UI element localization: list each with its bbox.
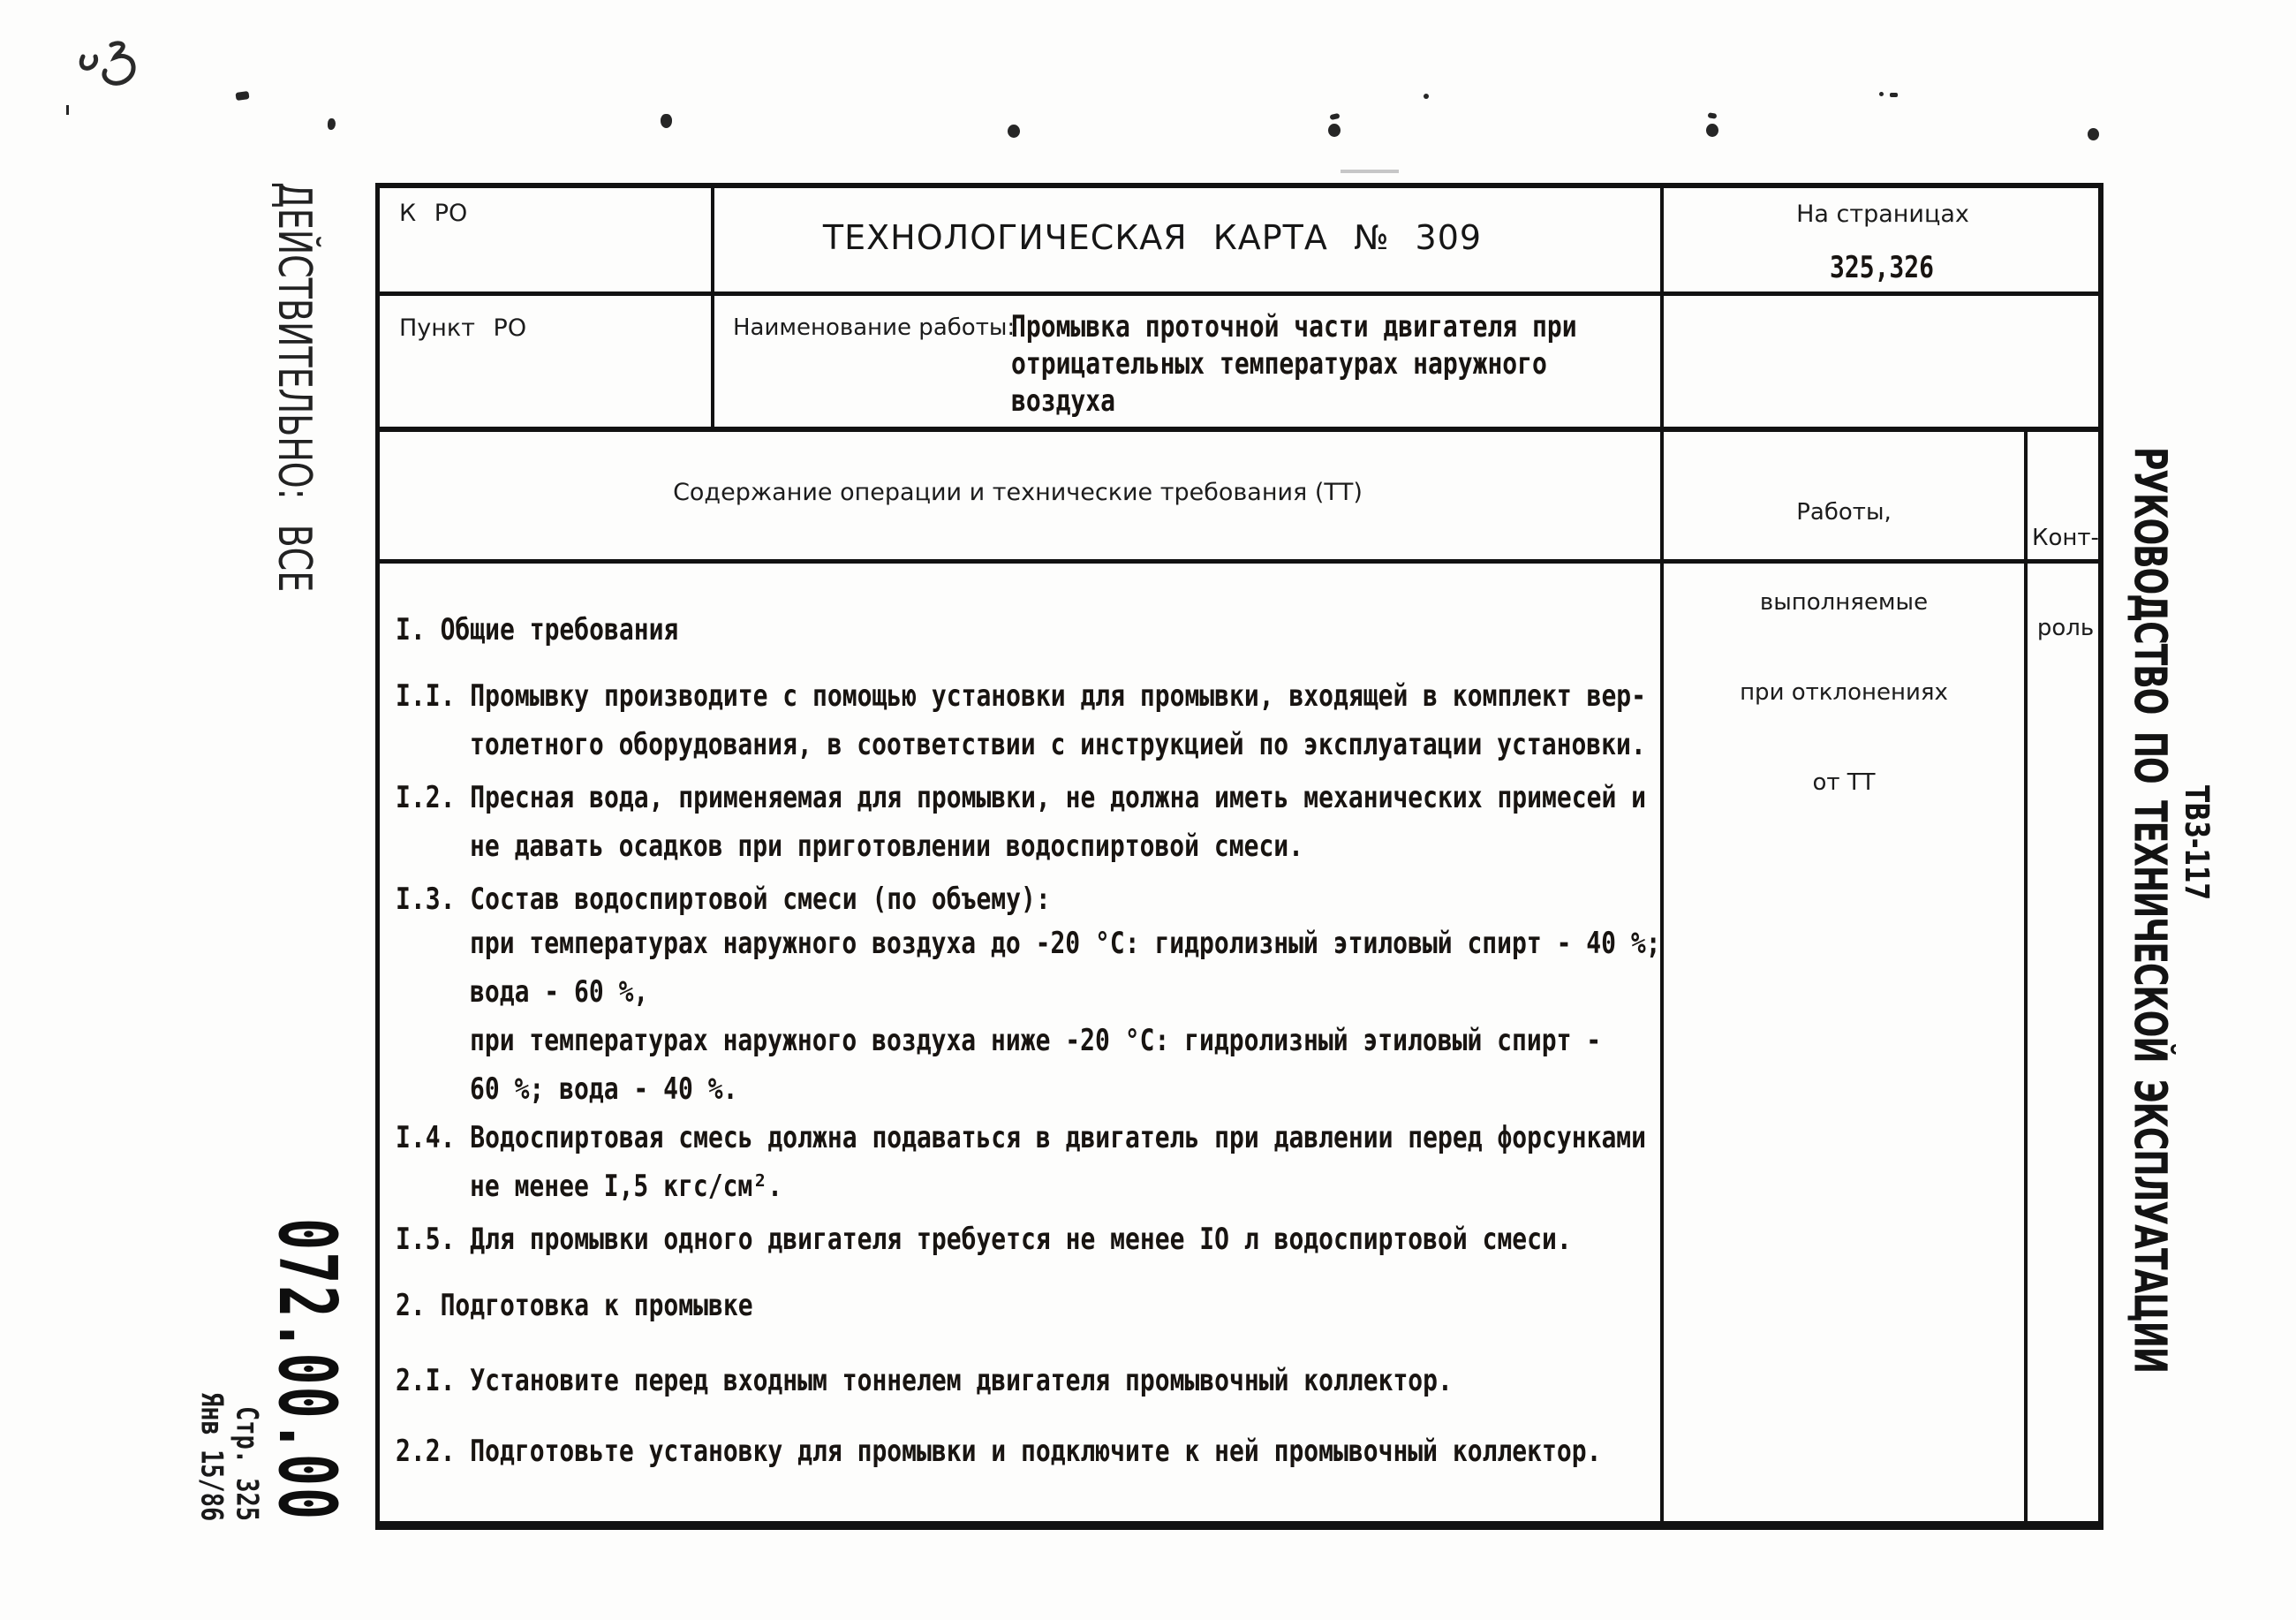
scan-artifact: [1424, 94, 1429, 99]
work-name-line-2: отрицательных температурах наружного: [1011, 345, 1547, 382]
body-line-1-4a: I.4. Водоспиртовая смесь должна подаваться в двигатель при давлении перед форсунками: [396, 1119, 1647, 1155]
body-line-1-3a: I.3. Состав водоспиртовой смеси (по объему):: [396, 881, 1051, 917]
doc-code-text: 072.00.00: [260, 1218, 353, 1522]
k-ro-label: К РО: [399, 200, 468, 227]
deviation-header-line-1: Работы,: [1796, 499, 1892, 526]
doc-code: [260, 1218, 353, 1522]
row-divider-2: [375, 427, 2103, 432]
body-line-1-2a: I.2. Пресная вода, применяемая для промывки, не должна иметь механических примесей и: [396, 779, 1647, 815]
body-line-1-3b: при температурах наружного воздуха до -20 °С: гидролизный этиловый спирт - 40 %;: [470, 925, 1661, 961]
revision-date-label: [193, 1392, 229, 1522]
engine-model-text: ТВ3-117: [2177, 785, 2217, 900]
deviation-header-line-2: выполняемые: [1759, 589, 1929, 616]
pages-value: 325,326: [1829, 249, 1934, 285]
body-line-section-2: 2. Подготовка к промывке: [396, 1287, 753, 1323]
scan-artifact: [1708, 112, 1718, 119]
manual-title-label: [2123, 447, 2175, 1374]
control-header-line-2: роль: [2036, 615, 2095, 641]
body-line-2-1: 2.I. Установите перед входным тоннелем двигателя промывочный коллектор.: [396, 1362, 1453, 1398]
scan-artifact: [661, 114, 672, 128]
scan-artifact: [1328, 124, 1341, 137]
deviation-header-line-3: при отклонениях: [1740, 679, 1948, 706]
scan-artifact: [2088, 128, 2099, 140]
control-header-line-1: Конт-: [2032, 525, 2099, 551]
scan-artifact: [235, 91, 249, 101]
body-line-1-3d: при температурах наружного воздуха ниже -20 °С: гидролизный этиловый спирт -: [470, 1022, 1602, 1058]
body-line-1-3c: вода - 60 %,: [470, 973, 649, 1010]
body-line-2-2: 2.2. Подготовьте установку для промывки и подключите к ней промывочный коллектор.: [396, 1433, 1602, 1469]
body-line-1-4b: не менее I,5 кгс/см².: [470, 1168, 783, 1204]
work-name-label: Наименование работы:: [733, 314, 1016, 341]
row-divider-1: [375, 291, 2103, 296]
work-name-line-1: Промывка проточной части двигателя при: [1011, 308, 1577, 344]
body-line-1-1b: толетного оборудования, в соответствии с инструкцией по эксплуатации установки.: [470, 726, 1646, 762]
content-column-header: Содержание операции и технические требования (ТТ): [673, 479, 1363, 506]
scan-artifact: [1329, 113, 1340, 120]
page-number-label: [229, 1406, 264, 1522]
control-column-header: [2028, 463, 2103, 703]
scan-artifact: [1890, 93, 1898, 97]
body-line-1-1a: I.I. Промывку производите с помощью установки для промывки, входящей в комплект вер-: [396, 678, 1647, 714]
scan-artifact: [1879, 92, 1884, 96]
body-line-1-5: I.5. Для промывки одного двигателя требуется не менее IO л водоспиртовой смеси.: [396, 1221, 1572, 1257]
scan-artifact-squiggle: [78, 39, 140, 92]
scan-artifact: [1706, 124, 1718, 137]
scan-artifact: [328, 118, 336, 130]
scan-artifact: [1341, 170, 1399, 173]
deviation-column-header: [1664, 437, 2024, 858]
engine-model-label: [2177, 785, 2217, 900]
scan-artifact: [1008, 125, 1020, 138]
body-line-section-1: I. Общие требования: [396, 611, 679, 647]
page-number-text: Стр. 325: [229, 1406, 264, 1522]
body-line-1-2b: не давать осадков при приготовлении водоспиртовой смеси.: [470, 828, 1304, 864]
deviation-header-line-4: от ТТ: [1812, 769, 1876, 796]
revision-date-text: Янв 15/86: [193, 1392, 229, 1522]
work-name-line-3: воздуха: [1011, 382, 1116, 419]
pages-label: На страницах: [1796, 201, 1969, 228]
body-line-1-3e: 60 %; вода - 40 %.: [470, 1071, 738, 1107]
validity-stamp-text: ДЕЙСТВИТЕЛЬНО: ВСЕ: [268, 182, 321, 593]
punkt-ro-label: Пункт РО: [399, 314, 527, 342]
scan-artifact: [66, 105, 69, 115]
manual-title-text: РУКОВОДСТВО ПО ТЕХНИЧЕСКОЙ ЭКСПЛУАТАЦИИ: [2123, 447, 2175, 1374]
validity-stamp: [268, 182, 321, 593]
card-title: ТЕХНОЛОГИЧЕСКАЯ КАРТА № 309: [822, 218, 1483, 257]
